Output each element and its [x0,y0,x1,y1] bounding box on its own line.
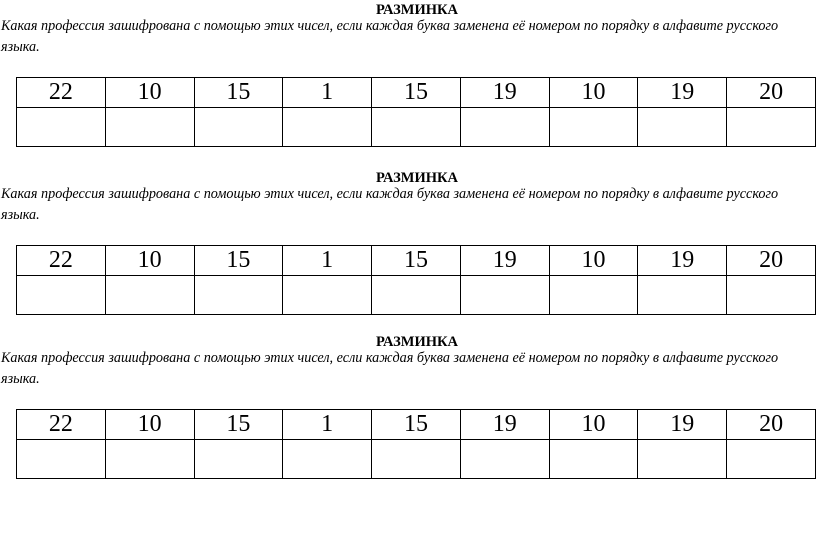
number-cell: 10 [105,410,194,440]
answer-cell[interactable] [17,276,106,315]
answer-cell[interactable] [105,108,194,147]
answer-cell[interactable] [638,276,727,315]
number-cell: 10 [105,78,194,108]
answer-cell[interactable] [194,276,283,315]
answer-cell[interactable] [460,440,549,479]
answer-cell[interactable] [727,276,816,315]
exercise-title: РАЗМИНКА [376,2,458,18]
exercise-task: Какая профессия зашифрована с помощью этих чисел, если каждая буква заменена её номером по порядку в алфавите русского языка. [1,186,779,223]
answer-cell[interactable] [549,108,638,147]
number-cell: 10 [105,246,194,276]
number-cell: 19 [638,78,727,108]
answer-cell[interactable] [638,440,727,479]
answer-cell[interactable] [17,108,106,147]
answer-cell[interactable] [460,276,549,315]
answer-cell[interactable] [727,108,816,147]
answer-cell[interactable] [638,108,727,147]
answer-cell[interactable] [727,440,816,479]
cipher-table-3 [16,409,816,479]
number-cell: 15 [194,410,283,440]
number-cell: 19 [460,78,549,108]
number-cell: 22 [17,246,106,276]
answer-cell[interactable] [194,440,283,479]
number-cell: 19 [638,246,727,276]
answer-cell[interactable] [372,440,461,479]
number-cell: 1 [283,410,372,440]
answer-cell[interactable] [372,276,461,315]
number-cell: 19 [638,410,727,440]
number-cell: 15 [194,78,283,108]
number-cell: 10 [549,410,638,440]
cipher-table-2 [16,245,816,315]
exercise-task: Какая профессия зашифрована с помощью этих чисел, если каждая буква заменена её номером по порядку в алфавите русского языка. [1,350,779,387]
answer-cell[interactable] [105,276,194,315]
answer-cell[interactable] [460,108,549,147]
answer-row [17,440,816,479]
answer-cell[interactable] [283,440,372,479]
number-cell: 20 [727,78,816,108]
number-cell: 20 [727,410,816,440]
number-cell: 10 [549,78,638,108]
number-cell: 10 [549,246,638,276]
number-cell: 15 [372,78,461,108]
number-cell: 20 [727,246,816,276]
number-cell: 22 [17,410,106,440]
number-cell: 19 [460,410,549,440]
answer-cell[interactable] [105,440,194,479]
answer-cell[interactable] [549,440,638,479]
number-cell: 15 [194,246,283,276]
number-cell: 22 [17,78,106,108]
number-cell: 1 [283,78,372,108]
answer-cell[interactable] [283,276,372,315]
answer-row [17,276,816,315]
answer-cell[interactable] [549,276,638,315]
number-cell: 15 [372,246,461,276]
number-cell: 15 [372,410,461,440]
answer-cell[interactable] [17,440,106,479]
answer-cell[interactable] [283,108,372,147]
number-cell: 1 [283,246,372,276]
number-cell: 19 [460,246,549,276]
cipher-table-1 [16,77,816,147]
answer-cell[interactable] [194,108,283,147]
numbers-row [17,78,816,108]
answer-row [17,108,816,147]
answer-cell[interactable] [372,108,461,147]
exercise-task: Какая профессия зашифрована с помощью этих чисел, если каждая буква заменена её номером по порядку в алфавите русского языка. [1,18,779,55]
exercise-title: РАЗМИНКА [376,334,458,350]
numbers-row [17,246,816,276]
exercise-title: РАЗМИНКА [376,170,458,186]
numbers-row [17,410,816,440]
